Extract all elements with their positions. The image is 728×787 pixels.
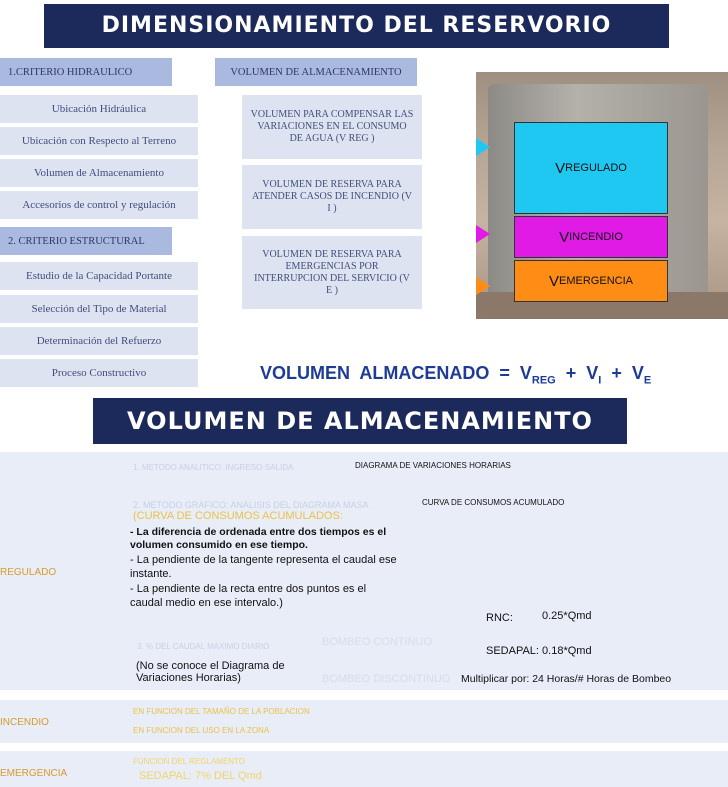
bombeo-continuo: BOMBEO CONTINUO bbox=[322, 636, 433, 648]
formula-plus-2: + V bbox=[601, 363, 644, 383]
method-1-link: DIAGRAMA DE VARIACIONES HORARIAS bbox=[355, 461, 511, 470]
volume-emergency-box: VOLUMEN DE RESERVA PARA EMERGENCIAS POR INTERRUPCION DEL SERVICIO (V E ) bbox=[242, 236, 422, 309]
arrow-regulado-icon bbox=[476, 138, 490, 156]
emergencia-section bbox=[0, 751, 728, 787]
v-regulado-main: V bbox=[555, 159, 566, 177]
second-banner: VOLUMEN DE ALMACENAMIENTO bbox=[93, 398, 627, 444]
v-incendio-main: V bbox=[559, 228, 570, 246]
v-emergencia-main: V bbox=[549, 272, 560, 290]
hydraulic-item: Accesorios de control y regulación bbox=[0, 191, 198, 219]
formula-lhs: VOLUMEN ALMACENADO = V bbox=[260, 363, 532, 383]
method-2-link: CURVA DE CONSUMOS ACUMULADO bbox=[422, 498, 565, 507]
incendio-section bbox=[0, 700, 728, 743]
v-emergencia-block bbox=[514, 260, 668, 302]
formula-sub-i: I bbox=[598, 374, 602, 387]
hydraulic-item: Ubicación con Respecto al Terreno bbox=[0, 127, 198, 155]
volume-regulation-box: VOLUMEN PARA COMPENSAR LAS VARIACIONES EN EL CONSUMO DE AGUA (V REG ) bbox=[242, 95, 422, 159]
arrow-emergencia-icon bbox=[476, 277, 490, 295]
hydraulic-criterion-header: 1.CRITERIO HIDRAULICO bbox=[0, 58, 172, 86]
method-2-sub: (CURVA DE CONSUMOS ACUMULADOS: bbox=[133, 510, 343, 522]
method-2-label: 2. METODO GRAFICO: ANALISIS DEL DIAGRAMA MASA bbox=[133, 500, 369, 510]
pumping-multiplier: Multiplicar por: 24 Horas/# Horas de Bombeo bbox=[461, 673, 672, 685]
storage-formula bbox=[250, 342, 651, 387]
method-1-label: 1. METODO ANALITICO: INGRESO-SALIDA bbox=[133, 463, 294, 472]
no-diagram-note: (No se conoce el Diagrama de Variaciones Horarias) bbox=[136, 660, 285, 684]
v-regulado-sub: REGULADO bbox=[565, 162, 627, 174]
structural-item: Estudio de la Capacidad Portante bbox=[0, 262, 198, 290]
structural-item: Selección del Tipo de Material bbox=[0, 295, 198, 323]
structural-criterion-header: 2. CRITERIO ESTRUCTURAL bbox=[0, 227, 172, 255]
hydraulic-item: Ubicación Hidráulica bbox=[0, 95, 198, 123]
top-banner: DIMENSIONAMIENTO DEL RESERVORIO bbox=[44, 4, 669, 48]
sedapal-value: SEDAPAL: 0.18*Qmd bbox=[486, 645, 592, 657]
note-2: - La pendiente de la tangente representa el caudal ese instante. bbox=[130, 554, 397, 580]
emergencia-line-1: FUNCION DEL REGLAMENTO bbox=[133, 757, 246, 766]
incendio-line-2: EN FUNCION DEL USO EN LA ZONA bbox=[133, 726, 270, 735]
rnc-label: RNC: bbox=[486, 612, 513, 624]
incendio-label: INCENDIO bbox=[0, 717, 49, 728]
arrow-incendio-icon bbox=[476, 225, 490, 243]
formula-sub-e: E bbox=[643, 374, 652, 387]
note-3: - La pendiente de la recta entre dos puntos es el caudal medio en ese intervalo.) bbox=[130, 583, 367, 609]
v-incendio-sub: INCENDIO bbox=[569, 231, 623, 243]
note-1: - La diferencia de ordenada entre dos tiempos es el volumen consumido en ese tiempo. bbox=[130, 526, 387, 551]
structural-item: Determinación del Refuerzo bbox=[0, 327, 198, 355]
v-regulado-block bbox=[514, 122, 668, 214]
emergencia-label: EMERGENCIA bbox=[0, 768, 68, 779]
bombeo-discontinuo: BOMBEO DISCONTINUO bbox=[322, 673, 451, 685]
hydraulic-item: Volumen de Almacenamiento bbox=[0, 159, 198, 187]
v-emergencia-sub: EMERGENCIA bbox=[559, 275, 633, 287]
incendio-line-1: EN FUNCION DEL TAMAÑO DE LA POBLACION bbox=[133, 707, 310, 716]
formula-plus-1: + V bbox=[555, 363, 599, 383]
emergencia-line-2: SEDAPAL: 7% DEL Qmd bbox=[139, 770, 262, 782]
volume-fire-box: VOLUMEN DE RESERVA PARA ATENDER CASOS DE INCENDIO (V I ) bbox=[242, 165, 422, 229]
rnc-value: 0.25*Qmd bbox=[542, 610, 592, 622]
v-incendio-block bbox=[514, 216, 668, 258]
formula-sub-reg: REG bbox=[531, 374, 556, 387]
method-3-label: 3. % DEL CAUDAL MAXIMO DIARIO bbox=[137, 642, 270, 651]
structural-item: Proceso Constructivo bbox=[0, 359, 198, 387]
storage-volume-header: VOLUMEN DE ALMACENAMIENTO bbox=[215, 58, 417, 86]
regulado-label: REGULADO bbox=[0, 567, 57, 578]
